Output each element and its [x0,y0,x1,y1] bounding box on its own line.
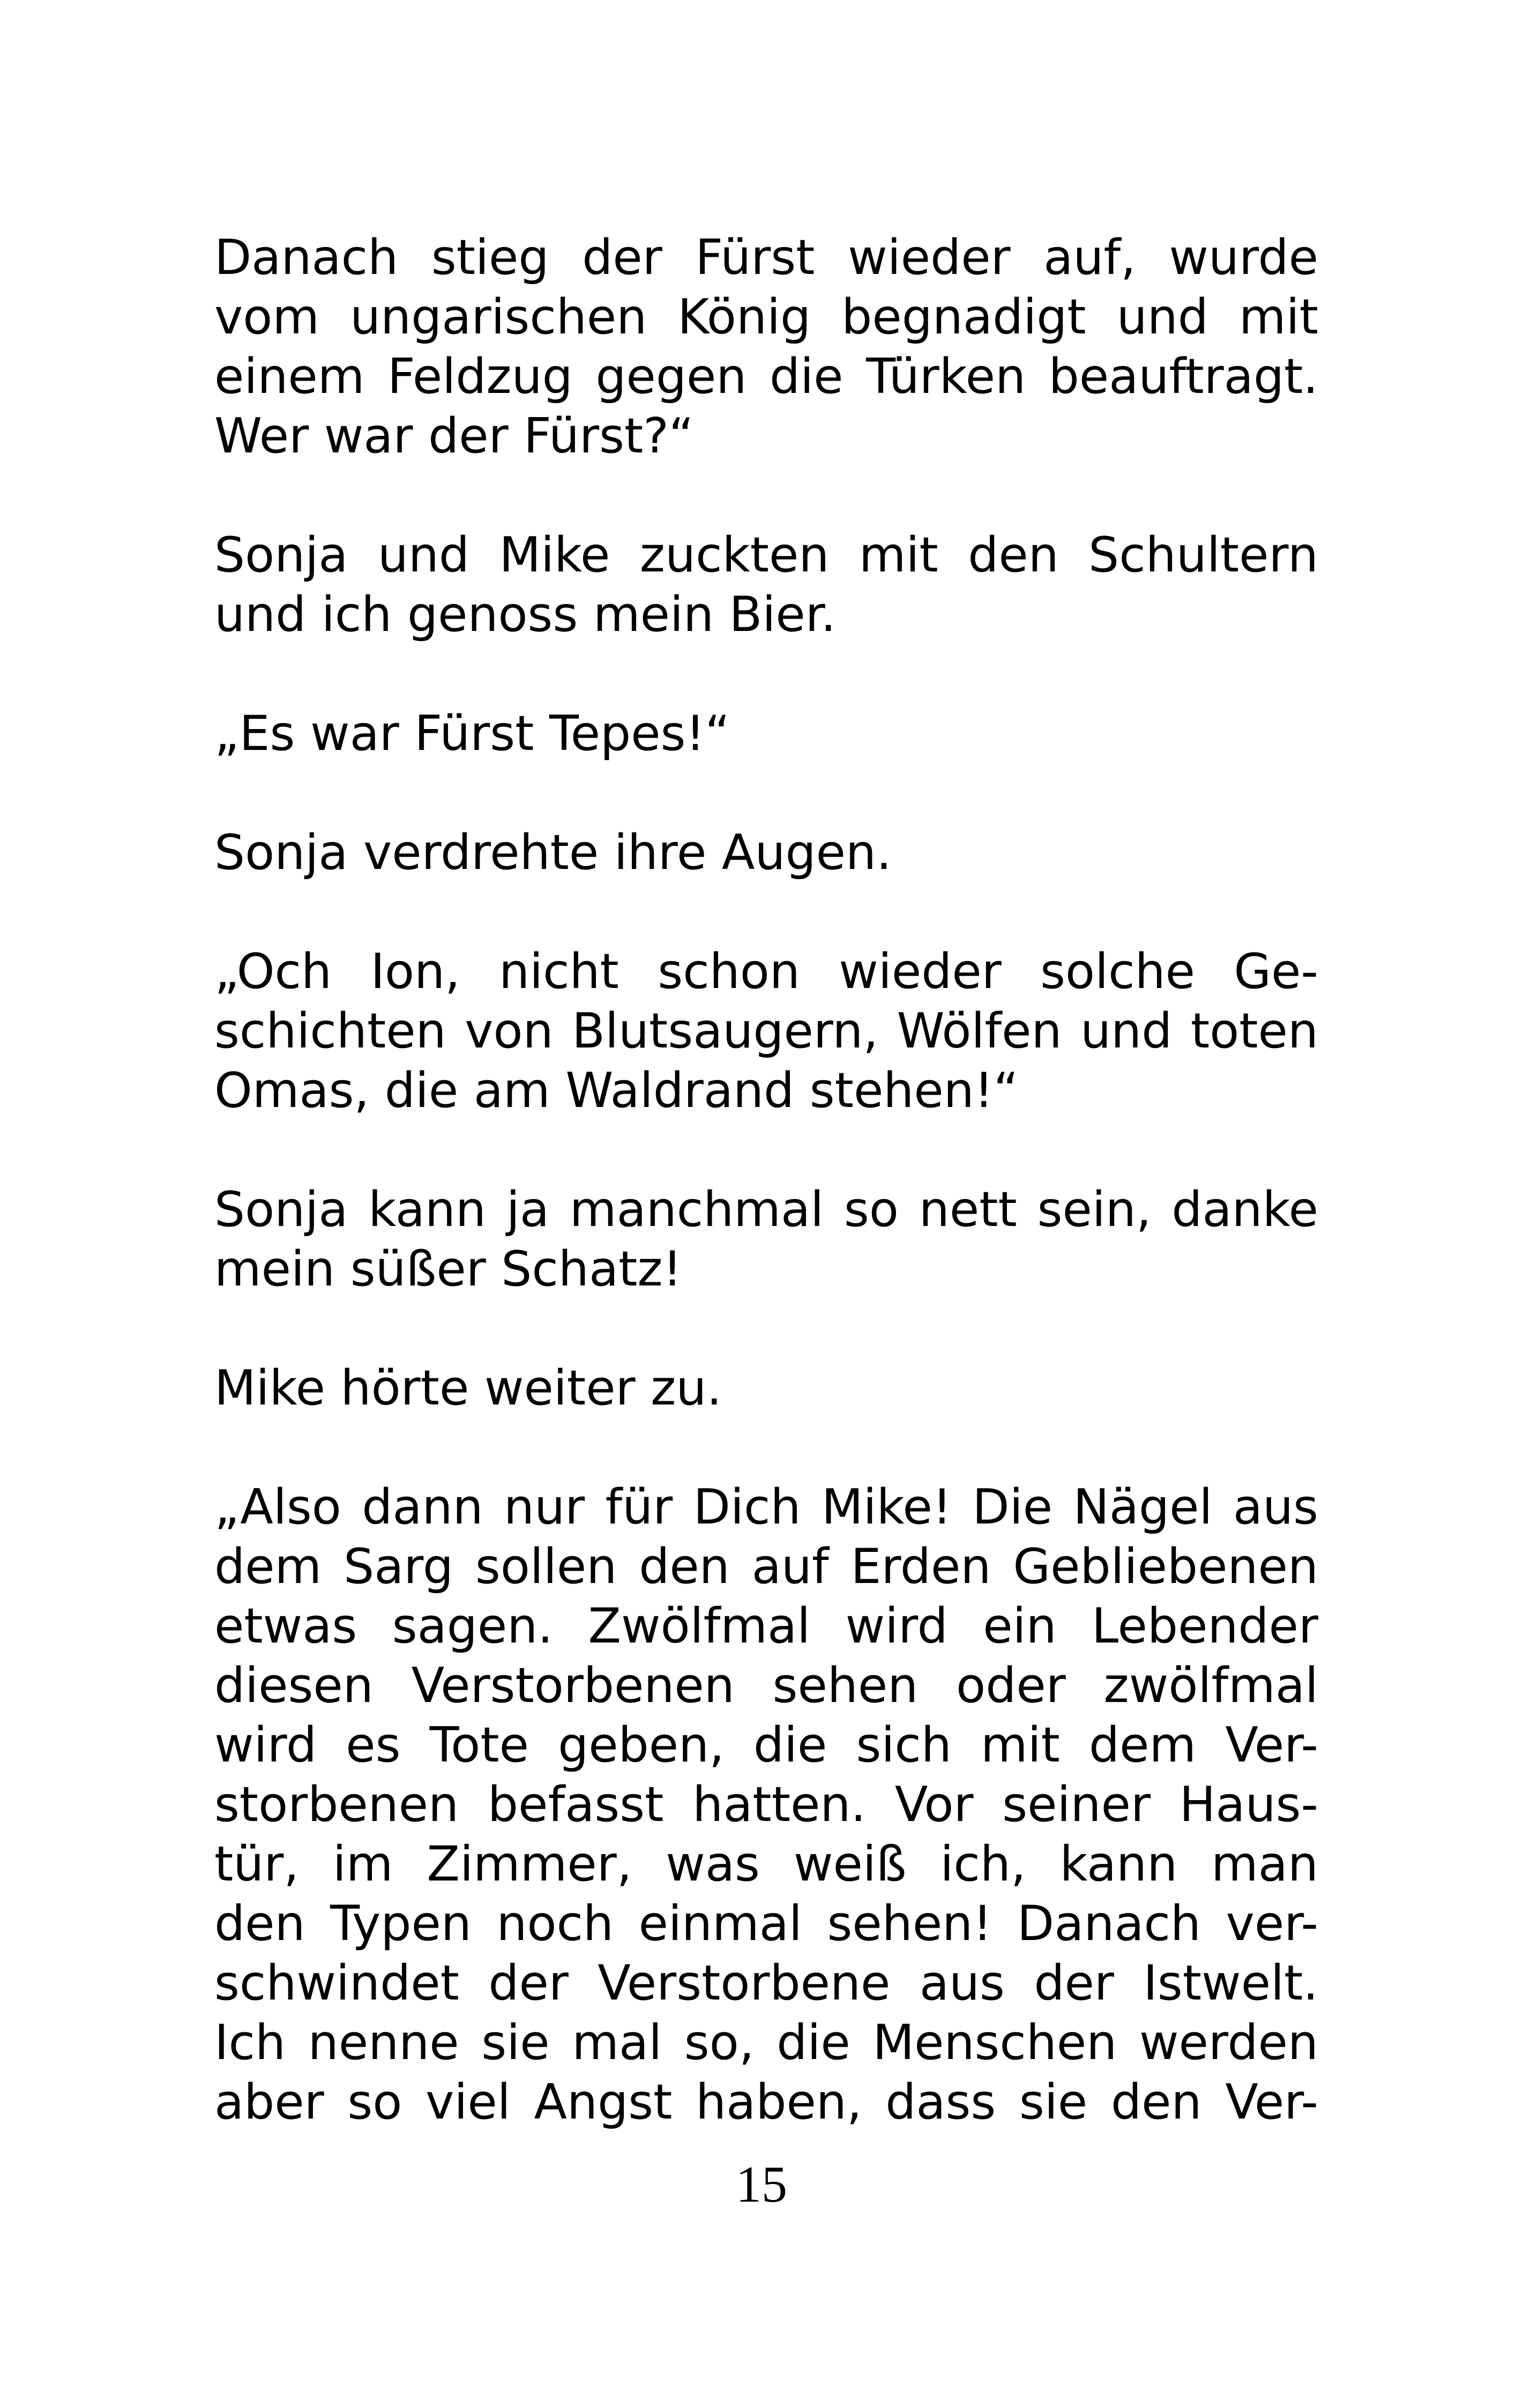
text-line: und ich genoss mein Bier. [214,586,837,643]
text-line: „Also dann nur für Dich Mike! Die Nägel aus [214,1479,1318,1535]
text-line: aber so viel Angst haben, dass sie den Ver- [214,2074,1318,2130]
text-line: „Es war Fürst Tepes!“ [214,705,730,762]
paragraph [214,704,1318,763]
text-line: einem Feldzug gegen die Türken beauftragt. [214,348,1318,405]
paragraph [214,823,1318,882]
page-number: 15 [736,2156,787,2213]
text-line: Sonja verdrehte ihre Augen. [214,824,892,881]
paragraph [214,525,1318,644]
paragraph [214,1180,1318,1299]
text-line: „Och Ion, nicht schon wieder solche Ge- [214,943,1318,1000]
paragraph [214,1358,1318,1418]
text-line: schichten von Blutsaugern, Wölfen und toten [214,1003,1318,1059]
text-line: diesen Verstorbenen sehen oder zwölfmal [214,1658,1318,1714]
text-line: Wer war der Fürst?“ [214,408,694,464]
text-line: Sonja kann ja manchmal so nett sein, danke [214,1181,1318,1238]
text-line: Omas, die am Waldrand stehen!“ [214,1062,1019,1119]
text-line: Sonja und Mike zuckten mit den Schultern [214,527,1318,583]
text-line: dem Sarg sollen den auf Erden Gebliebenen [214,1539,1318,1595]
text-line: tür, im Zimmer, was weiß ich, kann man [214,1836,1318,1892]
text-line: Ich nenne sie mal so, die Menschen werden [214,2015,1318,2071]
text-line: Danach stieg der Fürst wieder auf, wurde [214,229,1318,286]
text-line: mein süßer Schatz! [214,1241,682,1297]
text-line: vom ungarischen König begnadigt und mit [214,289,1318,345]
text-line: storbenen befasst hatten. Vor seiner Haus- [214,1777,1318,1833]
body-text [214,228,1318,2191]
text-line: den Typen noch einmal sehen! Danach ver- [214,1896,1318,1952]
paragraph [214,942,1318,1120]
text-line: etwas sagen. Zwölfmal wird ein Lebender [214,1598,1318,1654]
paragraph [214,228,1318,466]
text-line: Mike hörte weiter zu. [214,1360,722,1416]
text-line: wird es Tote geben, die sich mit dem Ver- [214,1717,1318,1773]
text-line: schwindet der Verstorbene aus der Istwelt. [214,1955,1318,2011]
paragraph [214,1477,1318,2132]
